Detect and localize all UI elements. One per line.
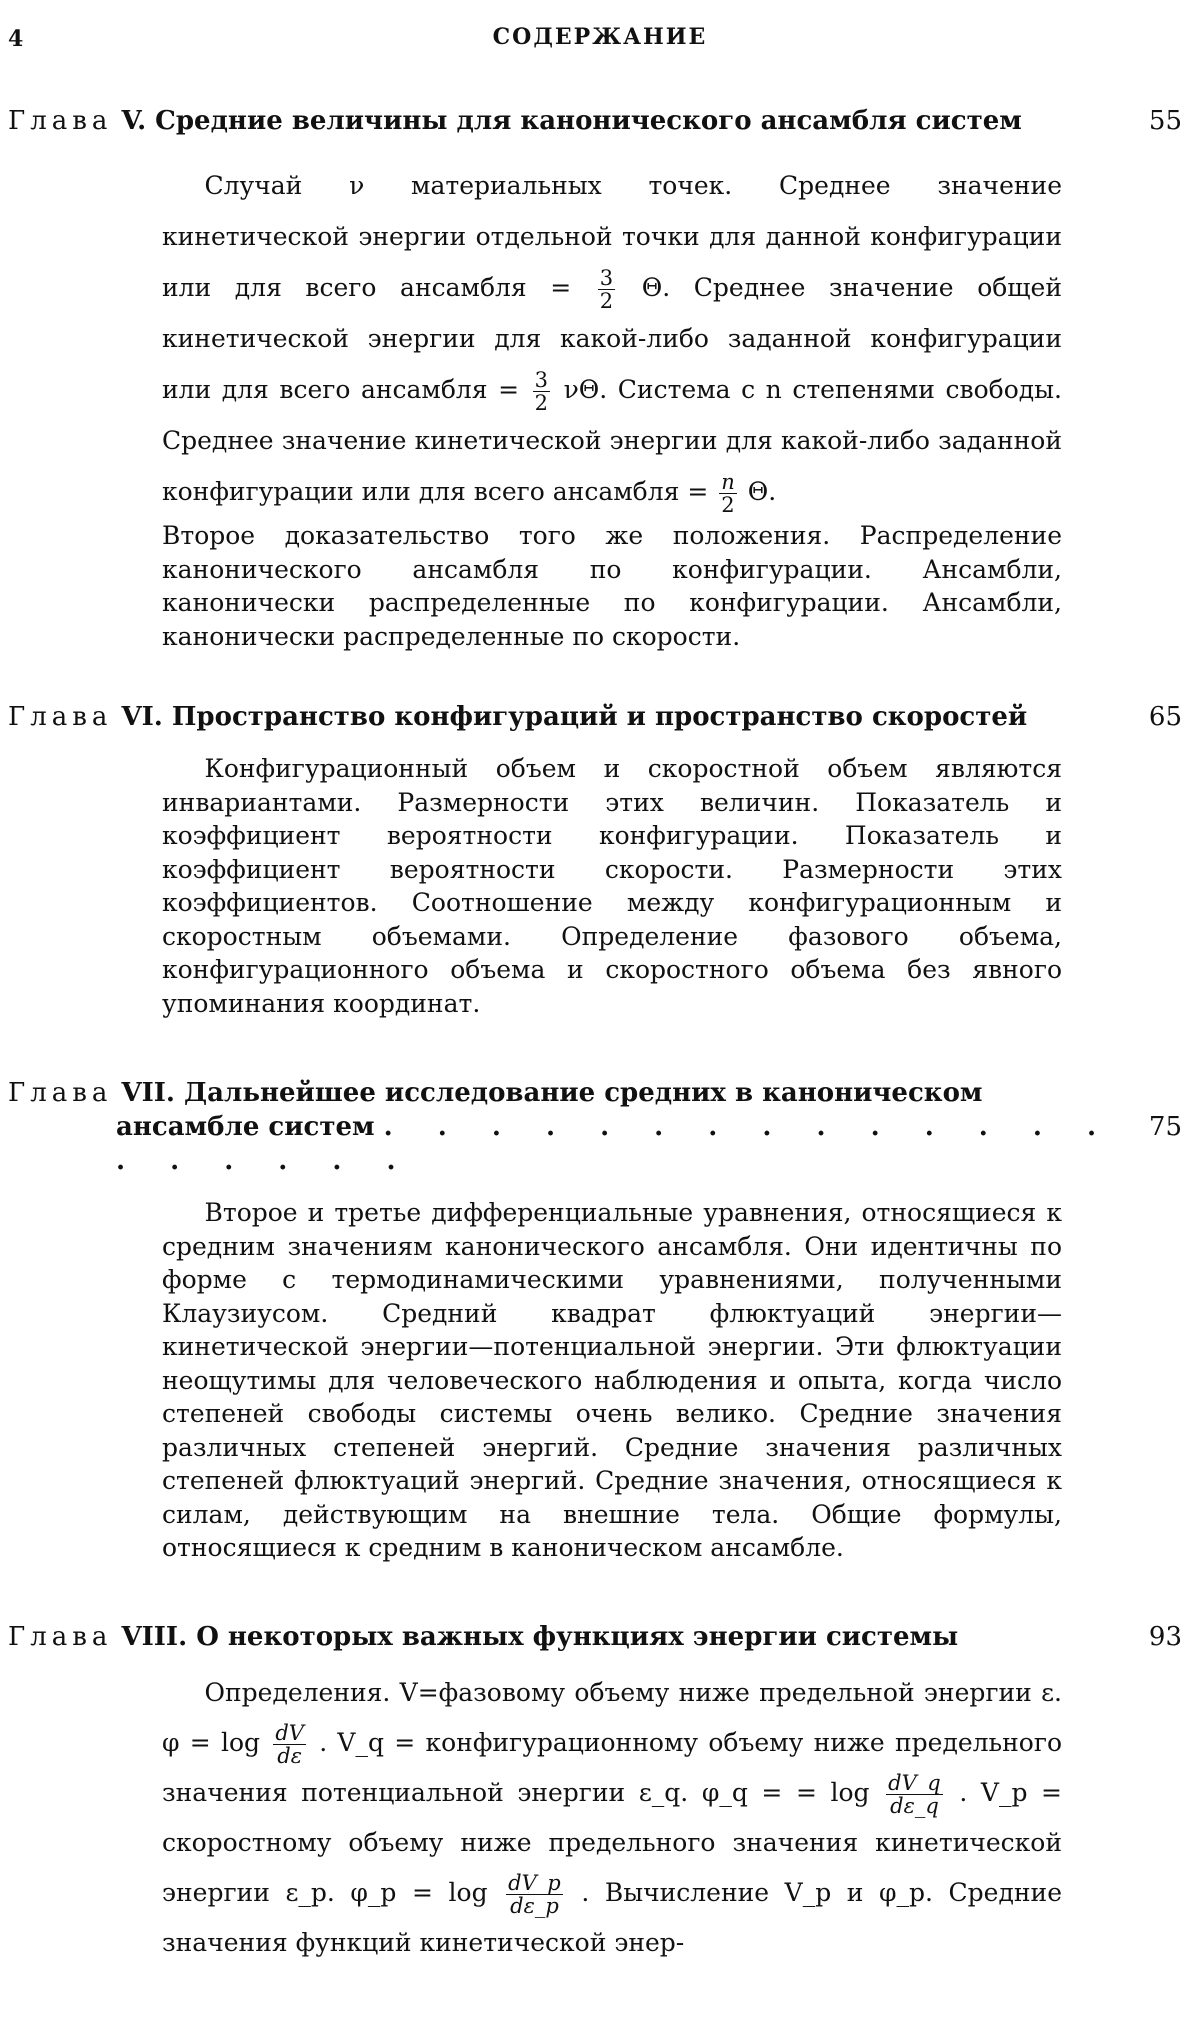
summary-text: . V_p = скоростному объему ниже предельного значения кинетической энергии ε_p. φ_p = log [162, 1778, 1062, 1907]
chapter-summary [162, 160, 1062, 517]
chapter-title: VI. Пространство конфигураций и пространство скоростей [121, 702, 1028, 732]
chapter-heading [8, 1076, 1190, 1178]
chapter-heading [8, 700, 1190, 734]
chapter-5 [8, 104, 1190, 653]
fraction: $\frac{dV}{d\varepsilon}$ [275, 1721, 304, 1768]
summary-text: Θ. Среднее значение общей кинетической энергии для какой-либо заданной конфигурации или для всего ансамбля = [162, 273, 1062, 404]
summary-text: Определения. V=фазовому объему ниже предельной энергии ε. φ = log [162, 1678, 1062, 1757]
chapter-8 [8, 1620, 1190, 1968]
chapter-title-continued: ансамбле систем . . . . . . . . . . . . . . . . . . . . [116, 1112, 1115, 1176]
page-number: 4 [8, 26, 24, 52]
chapter-summary-cont: Второе доказательство того же положения. Распределение канонического ансамбля по конфигурации. Ансамбли, канонически распределенные по конфигурации. Ансамбли, канонически распределенные по скорости. [162, 521, 1062, 651]
chapter-lead: Глава [8, 1622, 113, 1652]
chapter-summary: Второе и третье дифференциальные уравнения, относящиеся к средним значениям канонического ансамбля. Они идентичны по форме с термодинамическими уравнениями, полученными Клаузиусом. Средний квадрат флюктуаций энергии—кинетической энергии—потенциальной энергии. Эти флюктуации неощутимы для человеческого наблюдения и опыта, когда число степеней свободы системы очень велико. Средние значения различных степеней энергий. Средние значения различных степеней флюктуаций энергий. Средние значения, относящиеся к силам, действующим на внешние тела. Общие формулы, относящиеся к средним в каноническом ансамбле. [162, 1198, 1062, 1562]
page-header-title: СОДЕРЖАНИЕ [492, 24, 708, 50]
chapter-page-number: 55 [1148, 106, 1182, 136]
chapter-heading [8, 1620, 1190, 1654]
fraction: $\frac{3}{2}$ [599, 266, 614, 313]
chapter-summary: Конфигурационный объем и скоростной объем являются инвариантами. Размерности этих величин. Показатель и коэффициент вероятности конфигурации. Показатель и коэффициент вероятности скорости. Размерности этих коэффициентов. Соотношение между конфигурационным и скоростным объемами. Определение фазового объема, конфигурационного объема и скоростного объема без явного упоминания координат. [162, 754, 1062, 1018]
chapter-lead: Глава [8, 702, 113, 732]
summary-text: Случай ν материальных точек. Среднее значение кинетической энергии отдельной точки для данной конфигурации или для всего ансамбля = [162, 171, 1062, 302]
chapter-summary [162, 1668, 1062, 1968]
chapter-heading [8, 104, 1190, 138]
summary-text: νΘ. Система с n степенями свободы. Среднее значение кинетической энергии для какой-либо заданной конфигурации или для всего ансамбля = [162, 375, 1062, 506]
chapter-title: VIII. О некоторых важных функциях энергии системы [121, 1622, 959, 1652]
chapter-lead: Глава [8, 106, 113, 136]
fraction: $\frac{dV\_p}{d\varepsilon\_p}$ [508, 1871, 561, 1918]
fraction: $\frac{3}{2}$ [534, 368, 549, 415]
chapter-title: V. Средние величины для канонического ансамбля систем [121, 106, 1022, 136]
chapter-7 [8, 1076, 1190, 1565]
chapter-page-number: 75 [1148, 1112, 1182, 1142]
chapter-page-number: 65 [1148, 702, 1182, 732]
fraction: $\frac{n}{2}$ [721, 470, 735, 517]
chapter-title: VII. Дальнейшее исследование средних в каноническом [121, 1078, 983, 1108]
summary-text: . V_q = конфигурационному объему ниже предельного значения потенциальной энергии ε_q. φ_q = = log [162, 1728, 1062, 1807]
fraction: $\frac{dV\_q}{d\varepsilon\_q}$ [888, 1771, 941, 1818]
summary-text: . Вычисление V_p и φ_p. Средние значения функций кинетической энер- [162, 1878, 1062, 1957]
chapter-6 [8, 700, 1190, 1020]
chapter-page-number: 93 [1148, 1622, 1182, 1652]
summary-text: Θ. [747, 477, 777, 506]
chapter-lead: Глава [8, 1078, 113, 1108]
